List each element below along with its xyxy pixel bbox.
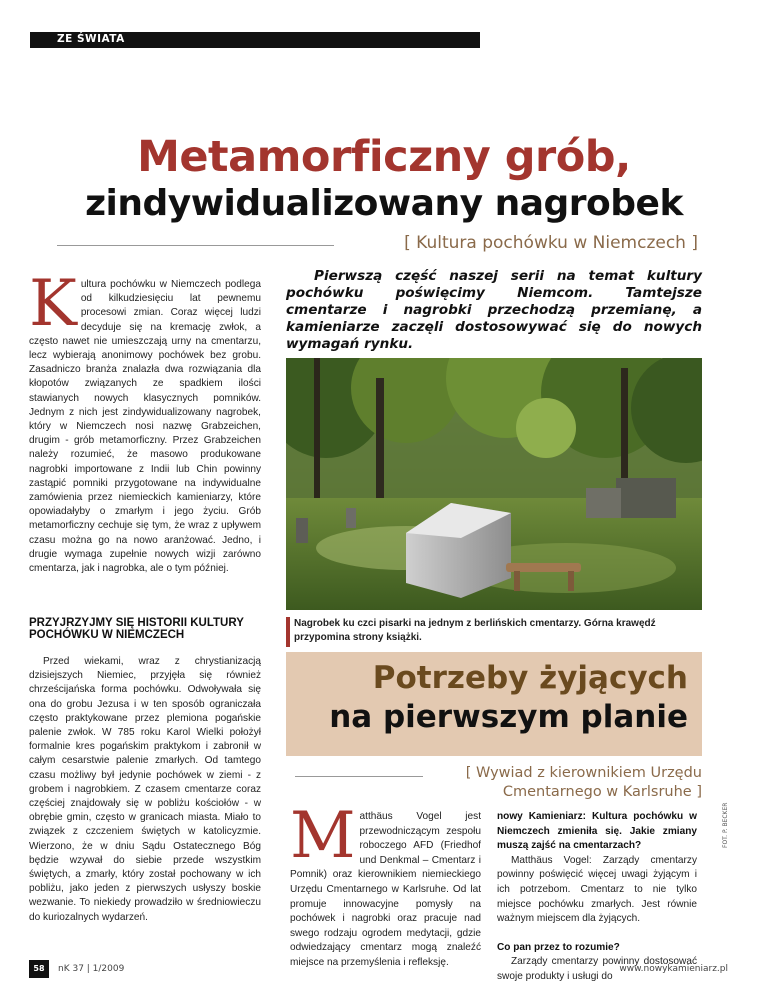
article-title-sub: zindywidualizowany nagrobek	[85, 183, 683, 224]
page-number: 58	[29, 960, 49, 978]
cemetery-photo	[286, 358, 702, 610]
interview-subtitle: [ Wywiad z kierownikiem Urzędu Cmentarnego w Karlsruhe ]	[465, 765, 702, 800]
website-url: www.nowykamieniarz.pl	[619, 964, 728, 974]
interview-intro-column	[290, 799, 481, 971]
photo-caption: Nagrobek ku czci pisarki na jednym z berlińskich cmentarzy. Górna krawędź przypomina strony książki.	[294, 618, 656, 643]
article-subtitle: [ Kultura pochówku w Niemczech ]	[404, 233, 698, 253]
photo-credit: FOT. P. BECKER	[722, 802, 729, 848]
history-paragraph: Przed wiekami, wraz z chrystianizacją dzisiejszych Niemiec, przyjęła się również chrześcijańska forma pochówku. Odwoływała się ona do grobu Jezusa i w ten sposób ograniczała często praktykowane przez plemiona pogańskie palenie zwłok. W 785 roku Karol Wielki położył formalnie kres pogańskim praktykom i zabronił w całym cesarstwie palenie zmarłych. Od tamtego czasu możliwy był jedynie pochówek w ziemi - z grobem i nagrobkiem. Z czasem cmentarze coraz częściej znajdowały się w pobliżu kościołów - w obrębie gmin, często w granicach miasta. Miało to związek z czczeniem świętych w katolicyzmie. Wierzono, że w dniu Sądu Ostatecznego Bóg będzie wzywał do siebie przede wszystkim świętych, a zmarły, który został pochowany w ich pobliżu, jako jeden z pierwszych usłyszy boskie wezwanie. To niekiedy prowadziło w średniowieczu do kuriozalnych wydarzeń.	[29, 656, 261, 923]
interview-title-line2: na pierwszym planie	[329, 699, 688, 735]
caption-marker	[286, 617, 290, 647]
interview-intro-paragraph: atthäus Vogel jest przewodniczącym zespołu roboczego AFD (Friedhof und Denkmal – Cmentarz i Pomnik) oraz kierownikiem niemieckiego Urzędu Cmentarnego w Karlsruhe. Od lat promuje innowacyjne pomysły na pochówek i nagrobki oraz pracuje nad swego rodzaju ogrodem medytacji, gdzie odwiedzający cmentarz mogą znaleźć miejsce na przemyślenia i refleksję.	[290, 811, 481, 968]
subtitle-rule	[57, 245, 334, 246]
interview-answer-1: Matthäus Vogel: Zarządy cmentarzy powinny poświęcić więcej uwagi żyjącym i ich potrzebom. Cmentarz to nie tylko miejsce pochówku zmarłych. Jest równie ważnym miejscem dla żyjących.	[497, 854, 697, 925]
interview-qa-column	[497, 810, 697, 985]
lead-paragraph: Pierwszą część naszej serii na temat kultury pochówku poświęcimy Niemcom. Tamtejsze cmentarze i nagrobki przechodzą przemianę, a kamieniarze zaczęli dostosowywać się do nowych wymagań rynku.	[286, 268, 702, 352]
article-title: Metamorficzny grób,	[137, 132, 631, 182]
dropcap-m: M	[290, 799, 356, 873]
section-label: ZE ŚWIATA	[57, 33, 125, 45]
history-heading: PRZYJRZYJMY SIĘ HISTORII KULTURY POCHÓWKU W NIEMCZECH	[29, 617, 244, 641]
interview-question-1: nowy Kamieniarz: Kultura pochówku w Niemczech zmieniła się. Jakie zmiany muszą zajść na cmentarzach?	[497, 811, 697, 852]
section-bar	[30, 32, 480, 48]
interview-title-line1: Potrzeby żyjących	[372, 660, 688, 696]
interview-subtitle-rule	[295, 776, 423, 777]
interview-question-2: Co pan przez to rozumie?	[497, 941, 620, 953]
intro-column	[29, 267, 261, 576]
issue-info: nK 37 | 1/2009	[58, 964, 125, 974]
interview-answer-2: Zarządy cmentarzy powinny dostosować swoje produkty i usługi do	[497, 956, 697, 982]
intro-paragraph: ultura pochówku w Niemczech podlega od kilkudziesięciu lat pewnemu procesowi zmian. Coraz więcej ludzi decyduje się na kremację zwłok, a często nawet nie umieszczają urny na cmentarzu, lecz wybierają anonimowy pochówek bez grobu. Zasadniczo branża znalazła dwa rozwiązania dla kłopotów związanych ze spadkiem ilości stawianych nowych klasycznych pomników. Jednym z nich jest zindywidualizowany nagrobek, który w Niemczech nosi nazwę Grabzeichen, drugim - grób metamorficzny. Przez Grabzeichen należy rozumieć, że masowo produkowane nagrobki importowane z Indii lub Chin powinny zastąpić pomniki przygotowane na indywidualne zamówienia przez niemieckich kamieniarzy, które opowiadałyby o zmarłym i jego życiu. Grób metamorficzny cechuje się tym, że wraz z upływem czasu można go na nowo aranżować. Jedno, i drugie wymaga zupełnie nowych wizji zarówno cmentarza, jak i nagrobka, ale o tym później.	[29, 279, 261, 575]
dropcap-k: K	[29, 267, 77, 341]
